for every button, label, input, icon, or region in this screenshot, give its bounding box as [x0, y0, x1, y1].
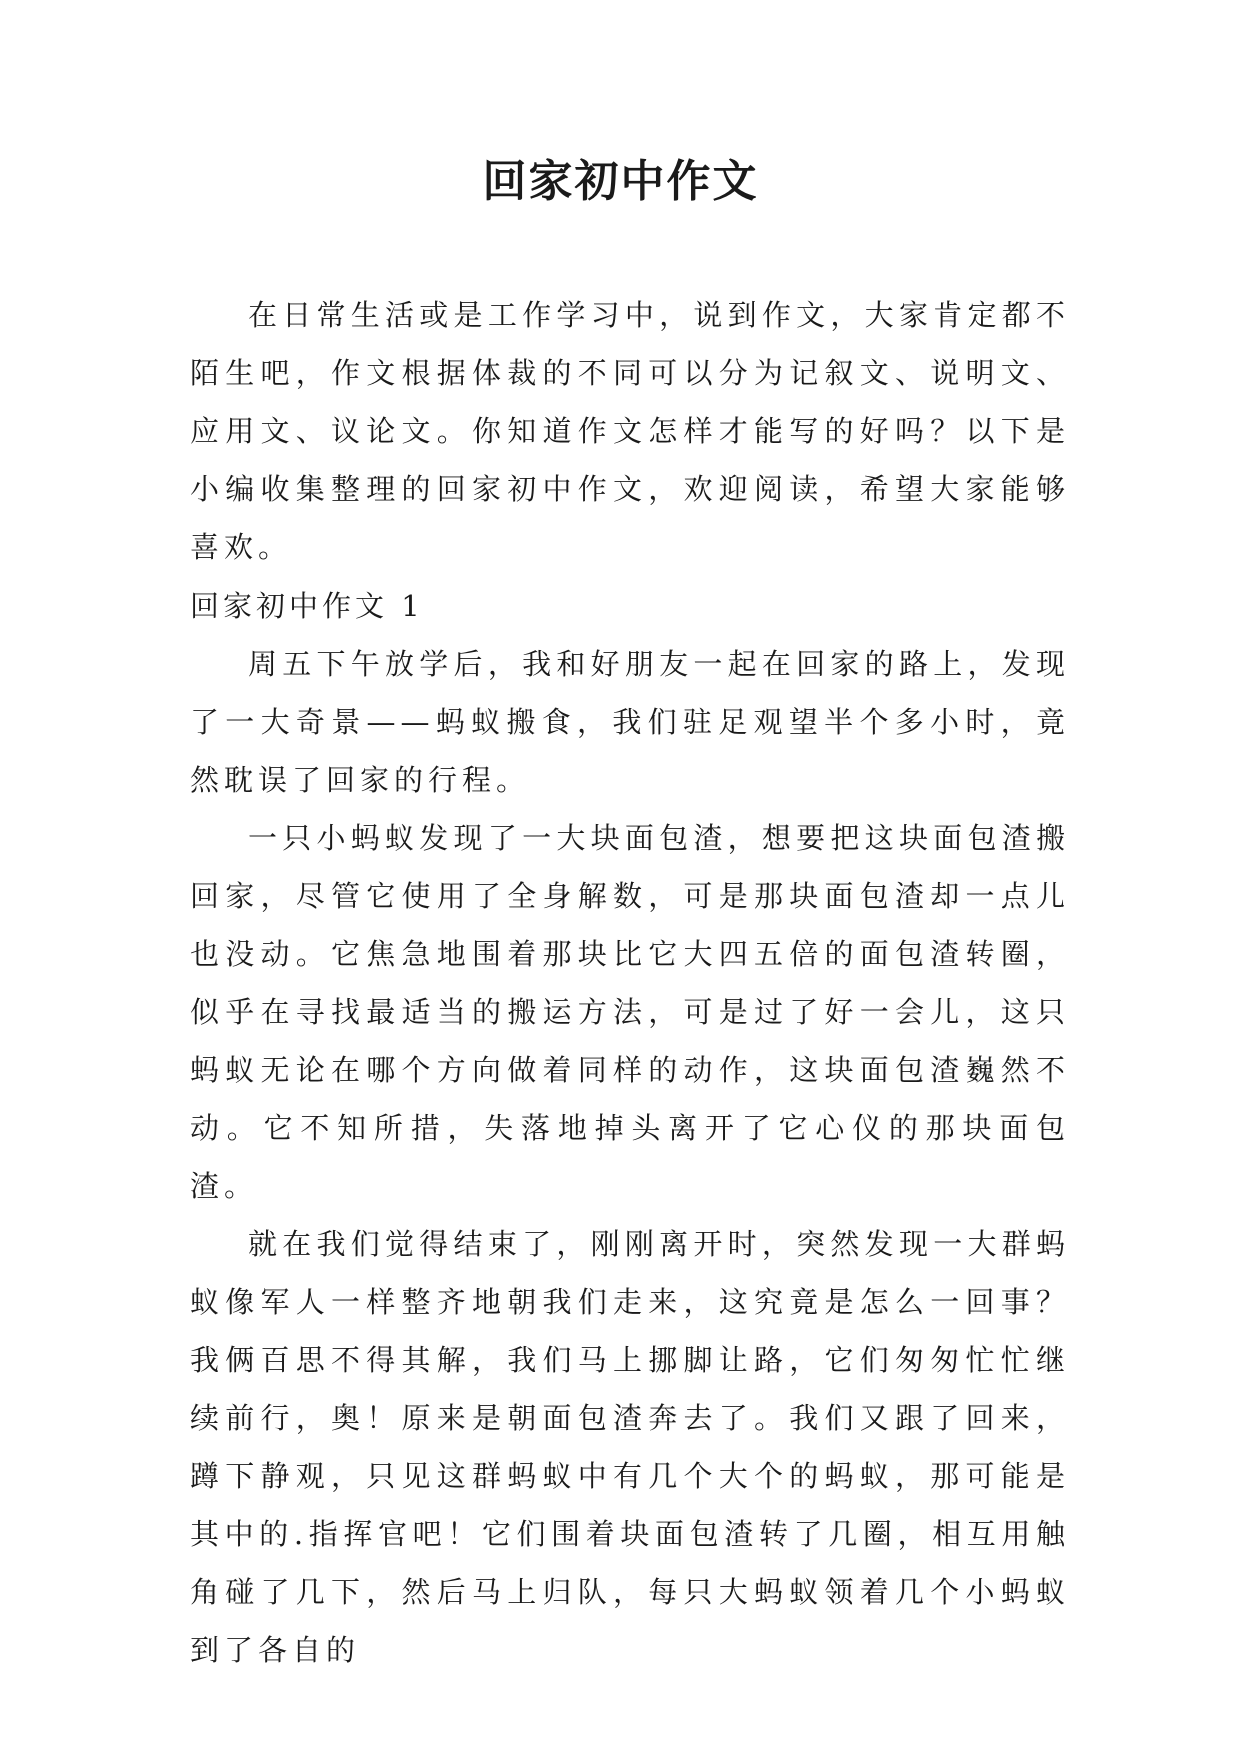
body-paragraph: 周五下午放学后，我和好朋友一起在回家的路上，发现了一大奇景——蚂蚁搬食，我们驻足观望半个多小时，竟然耽误了回家的行程。 [190, 647, 1070, 797]
essay-section [190, 577, 1070, 1679]
intro-block [190, 286, 1070, 576]
document-title: 回家初中作文 [482, 156, 759, 207]
section-heading: 回家初中作文 1 [190, 589, 424, 623]
body-paragraph: 一只小蚂蚁发现了一大块面包渣，想要把这块面包渣搬回家，尽管它使用了全身解数，可是那块面包渣却一点儿也没动。它焦急地围着那块比它大四五倍的面包渣转圈，似乎在寻找最适当的搬运方法，可是过了好一会儿，这只蚂蚁无论在哪个方向做着同样的动作，这块面包渣巍然不动。它不知所措，失落地掉头离开了它心仪的那块面包渣。 [190, 821, 1070, 1203]
intro-paragraph: 在日常生活或是工作学习中，说到作文，大家肯定都不陌生吧，作文根据体裁的不同可以分为记叙文、说明文、应用文、议论文。你知道作文怎样才能写的好吗？以下是小编收集整理的回家初中作文，欢迎阅读，希望大家能够喜欢。 [190, 298, 1070, 564]
body-paragraph: 就在我们觉得结束了，刚刚离开时，突然发现一大群蚂蚁像军人一样整齐地朝我们走来，这究竟是怎么一回事？我俩百思不得其解，我们马上挪脚让路，它们匆匆忙忙继续前行，奥！原来是朝面包渣奔去了。我们又跟了回来，蹲下静观，只见这群蚂蚁中有几个大个的蚂蚁，那可能是其中的.指挥官吧！它们围着块面包渣转了几圈，相互用触角碰了几下，然后马上归队，每只大蚂蚁领着几个小蚂蚁到了各自的 [190, 1227, 1070, 1667]
